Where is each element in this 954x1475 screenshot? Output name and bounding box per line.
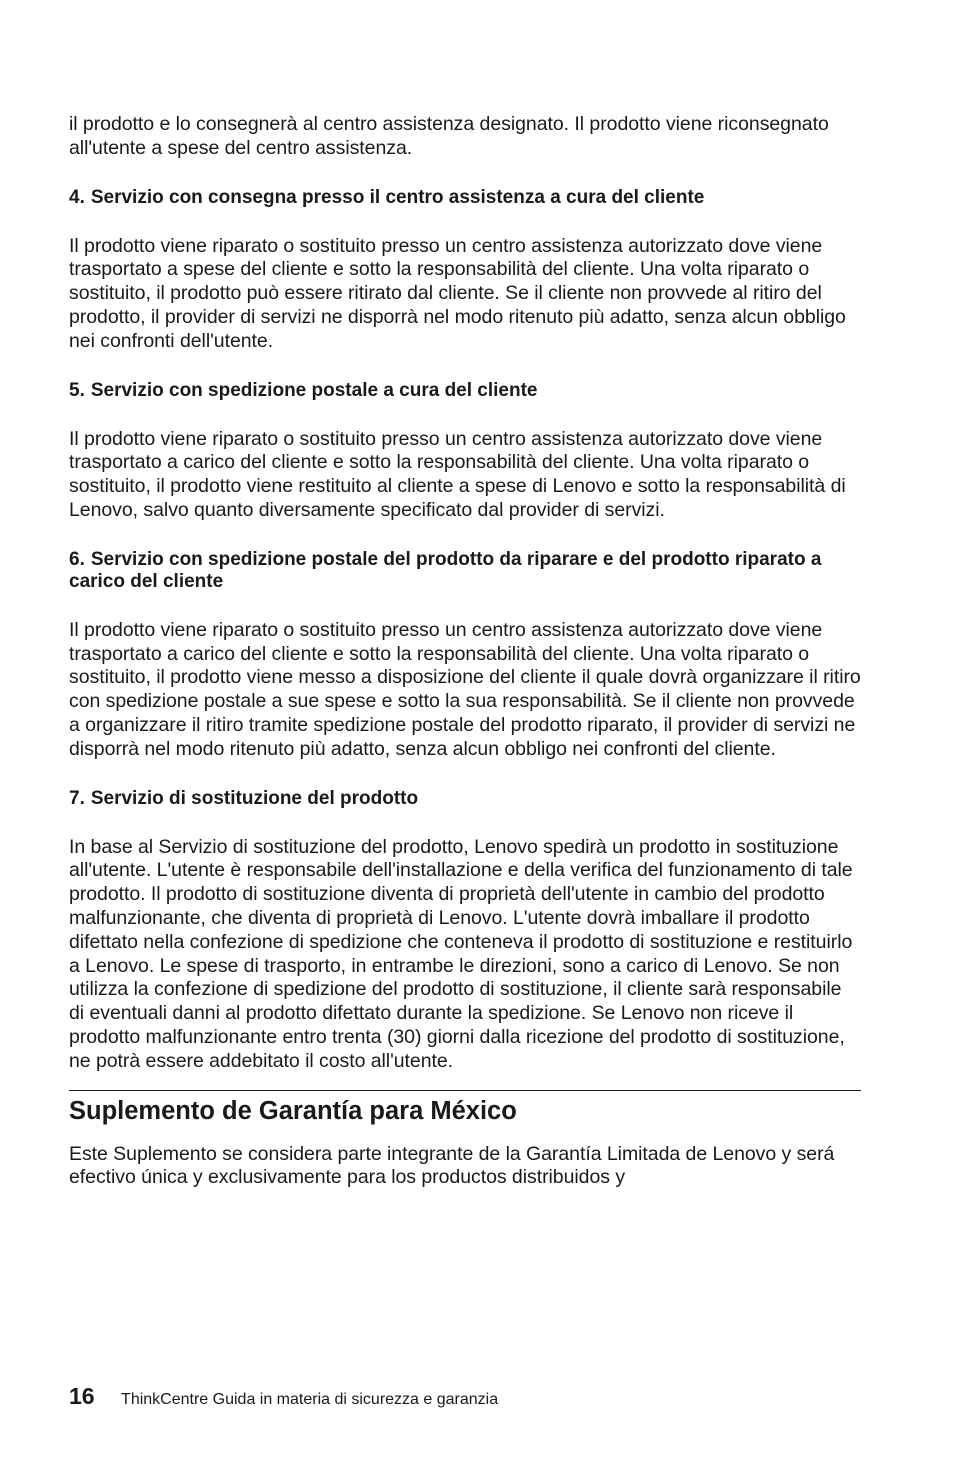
section-number: 7. xyxy=(69,787,85,809)
section-7-paragraph: In base al Servizio di sostituzione del prodotto, Lenovo spedirà un prodotto in sostituzione all'utente. L'utente è responsabile dell'installazione e della verifica del funzionamento di tale prodotto. Il prodotto di sostituzione diventa di proprietà dell'utente in cambio del prodotto malfunzionante, che diventa di proprietà di Lenovo. L'utente dovrà imballare il prodotto difettato nella confezione di spedizione che conteneva il prodotto di sostituzione e restituirlo a Lenovo. Le spese di trasporto, in entrambe le direzioni, sono a carico di Lenovo. Se non utilizza la confezione di spedizione del prodotto di sostituzione, il cliente sarà responsabile di eventuali danni al prodotto difettato durante la spedizione. Se Lenovo non riceve il prodotto malfunzionante entro trenta (30) giorni dalla ricezione del prodotto di sostituzione, ne potrà essere addebitato il costo all'utente. xyxy=(69,835,853,1072)
mexico-supplement-heading: Suplemento de Garantía para México xyxy=(69,1096,517,1125)
section-number: 5. xyxy=(69,379,85,401)
mexico-supplement-paragraph: Este Suplemento se considera parte integrante de la Garantía Limitada de Lenovo y será efectivo única y exclusivamente para los productos distribuidos y xyxy=(69,1142,835,1189)
section-title: Servizio con spedizione postale del prodotto da riparare e del prodotto riparato a carico del cliente xyxy=(69,548,822,592)
page-content xyxy=(69,113,861,1216)
section-title: Servizio con spedizione postale a cura del cliente xyxy=(90,379,538,401)
page-number: 16 xyxy=(69,1383,95,1409)
section-4-heading xyxy=(69,187,861,209)
section-5-paragraph: Il prodotto viene riparato o sostituito presso un centro assistenza autorizzato dove viene trasportato a carico del cliente e sotto la responsabilità del cliente. Una volta riparato o sostituito, il prodotto viene restituito al cliente a spese di Lenovo e sotto la responsabilità di Lenovo, salvo quanto diversamente specificato dal provider di servizi. xyxy=(69,427,846,521)
intro-paragraph: il prodotto e lo consegnerà al centro assistenza designato. Il prodotto viene riconsegnato all'utente a spese del centro assistenza. xyxy=(69,113,829,159)
section-6-paragraph: Il prodotto viene riparato o sostituito presso un centro assistenza autorizzato dove viene trasportato a carico del cliente e sotto la responsabilità del cliente. Una volta riparato o sostituito, il prodotto viene messo a disposizione del cliente il quale dovrà organizzare il ritiro con spedizione postale a sue spese e sotto la sua responsabilità. Se il cliente non provvede a organizzare il ritiro tramite spedizione postale del prodotto riparato, il provider di servizi ne disporrà nel modo ritenuto più adatto, senza alcun obbligo nei confronti del cliente. xyxy=(69,618,861,760)
section-title: Servizio di sostituzione del prodotto xyxy=(90,787,419,809)
section-title: Servizio con consegna presso il centro assistenza a cura del cliente xyxy=(90,186,705,208)
section-5-heading xyxy=(69,380,861,402)
document-title: ThinkCentre Guida in materia di sicurezza e garanzia xyxy=(121,1391,499,1408)
section-divider xyxy=(69,1090,861,1091)
section-4-paragraph: Il prodotto viene riparato o sostituito presso un centro assistenza autorizzato dove viene trasportato a spese del cliente e sotto la responsabilità del cliente. Una volta riparato o sostituito, il prodotto può essere ritirato dal cliente. Se il cliente non provvede al ritiro del prodotto, il provider di servizi ne disporrà nel modo ritenuto più adatto, senza alcun obbligo nei confronti dell'utente. xyxy=(69,234,846,352)
section-6-heading xyxy=(69,549,861,593)
section-number: 4. xyxy=(69,186,85,208)
section-number: 6. xyxy=(69,548,85,570)
page-footer xyxy=(69,1383,498,1413)
section-7-heading xyxy=(69,788,861,810)
